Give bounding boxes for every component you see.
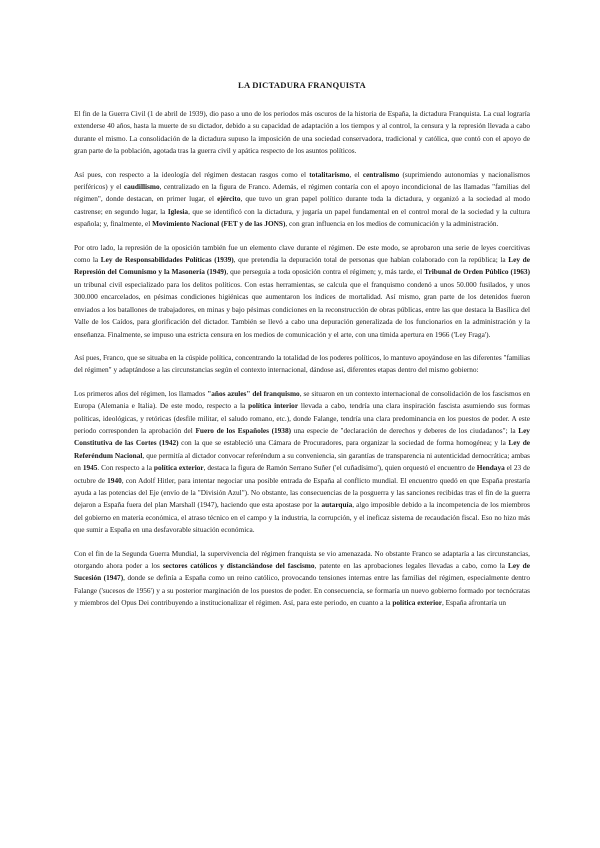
text-run: Con el fin de la Segunda Guerra Mundial, la supervivencia del régimen franquista se vio amenazada. No obstante Franco se adaptaría a las circunstancias, otorgando ahora poder a los [74,548,530,570]
bold-term: política exterior [392,598,442,608]
bold-term: 1945 [82,463,98,473]
bold-term: autarquía [321,500,353,510]
text-run: una especie de "declaración de derechos y deberes de los ciudadanos"; la [291,425,519,435]
paragraph [74,388,530,537]
text-run: , con Adolf Hitler, para intentar negociar una posible entrada de España al conflicto mundial. El encuentro quedó en que España prestaría ayuda a las potencias del Eje (envío de la "División Azul"). No obstante, las consecuencias de la posguerra y las sanciones recibidas tras el fin de la guerra dejaron a España fuera del plan Marshall (1947), haciendo que esta apostase por la [74,475,530,510]
bold-term: 1940 [107,475,122,485]
text-run: , algo imposible debido a la incompetencia de los miembros del gobierno en materia económica, el atraso técnico en el campo y la industria, la corrupción, y el ineficaz sistema de recaudación fiscal. Eso no hizo más que sumir a España en una desfavorable situación económica. [74,500,530,535]
text-run: , que permitía al dictador convocar referéndum a su conveniencia, sin garantías de transparencia ni autenticidad democrática; ambas en [74,450,530,473]
text-run: , centralizado en la figura de Franco. Además, el régimen contaría con el apoyo incondicional de las llamadas "familias del régimen", donde destacan, en primer lugar, el [74,182,530,204]
bold-term: Hendaya [476,463,505,473]
bold-term: Tribunal de Orden Público (1963) [424,267,530,277]
text-run: , que se identificó con la dictadura, y jugaría un papel fundamental en el control moral de la sociedad y la cultura española; y, finalmente, el [74,206,531,229]
document-title: LA DICTADURA FRANQUISTA [238,80,366,90]
text-run: , el [349,169,363,179]
bold-term: Fuero de los Españoles (1938) [195,425,292,435]
text-run: , que tuvo un gran papel político durante toda la dictadura, y organizó a la sociedad al modo castrense; en segundo lugar, la [74,194,530,216]
bold-term: Ley de Referéndum Nacional [74,438,530,460]
text-run: , con gran influencia en los medios de comunicación y la administración. [285,219,499,229]
text-run: Los primeros años del régimen, los llamados [74,388,208,398]
bold-term: caudillismo [123,182,160,192]
text-run: , que perseguía a toda oposición contra el régimen; y, más tarde, el [226,267,425,277]
paragraph [74,548,530,610]
text-run: . Con respecto a la [97,463,154,473]
text-run: , patente en las aprobaciones legales llevadas a cabo, como la [314,561,508,570]
text-run: , donde se definía a España como un reino católico, provocando tensiones internas entre las familias del régimen, especialmente dentro Falange ('sucesos de 1956') y a su posterior marginación de los puestos de poder. En consecuencia, se formaría un nuevo gobierno formado por tecnócratas y miembros del Opus Dei contribuyendo a institucionalizar el régimen. Así, para este periodo, en cuanto a la [74,573,530,608]
bold-term: política interior [248,401,299,411]
document-body [74,108,530,610]
paragraph [74,242,530,341]
paragraph [74,108,530,158]
text-run: Así pues, con respecto a la ideología del régimen destacan rasgos como el [74,169,310,179]
paragraph [74,169,530,231]
bold-term: centralismo [362,169,400,179]
text-run: Por otro lado, la represión de la oposición también fue un elemento clave durante el régimen. De este modo, se aprobaron una serie de leyes coercitivas como la [74,242,530,265]
bold-term: Ley de Sucesión (1947) [74,561,530,583]
text-run: el 23 de octubre de [74,463,530,485]
text-run: , que pretendía la depuración total de personas que habían colaborado con la república; la [233,255,509,265]
text-run: , se situaron en un contexto internacional de consolidación de los fascismos en Europa (Alemania e Italia). De este modo, respecto a la [74,388,530,411]
bold-term: política exterior [153,463,204,473]
text-run: Así pues, Franco, que se situaba en la cúspide política, concentrando la totalidad de los poderes políticos, lo mantuvo apoyándose en las diferentes "familias del régimen" y adaptándose a las circunstancias según el contexto internacional, dándose así, diferentes etapas dentro del mismo gobierno: [74,352,530,375]
text-run: , España afrontaría un [441,598,507,608]
text-run: (suprimiendo autonomías y nacionalismos periféricos) y el [74,169,530,192]
paragraph [74,352,530,377]
bold-term: Ley Constitutiva de las Cortes (1942) [74,425,530,448]
bold-term: "años azules" del franquismo [207,388,300,398]
bold-term: Iglesia [167,206,189,216]
bold-term: Movimiento Nacional (FET y de las JONS) [152,219,286,229]
text-run: un tribunal civil especializado para los delitos políticos. Con estas herramientas, se calcula que el franquismo condenó a unos 50.000 fusilados, y unos 300.000 encarcelados, en pésimas condiciones higiénicas que aumentaron los índices de mortalidad. Así mismo, gran parte de los detenidos fueron enviados a los batallones de trabajadores, en minas y bajo pésimas condiciones en la reconstrucción de obras públicas, entre las que destaca la Basílica del Valle de los Caídos, para glorificación del dictador. También se llevó a cabo una depuración generalizada de los funcionarios en la administración y la enseñanza. Finalmente, se impuso una estricta censura en los medios de comunicación y el arte, con una tímida apertura en 1966 ('Ley Fraga'). [74,279,530,339]
text-run: llevada a cabo, tendría una clara inspiración fascista asumiendo sus formas políticas, ideológicas, y retóricas (desfile militar, el saludo romano, etc.), donde Falange, tendría una clara predominancia en los puestos de poder. A este periodo corresponden la aprobación del [74,401,531,435]
text-run: , destaca la figura de Ramón Serrano Suñer ('el cuñadísimo'), quien orquestó el encuentro de [203,463,477,473]
text-run: con la que se estableció una Cámara de Procuradores, para organizar la sociedad de forma homogénea; y la [178,438,509,448]
bold-term: sectores católicos y distanciándose del fascismo [162,561,315,570]
bold-term: Ley de Represión del Comunismo y la Masonería (1949) [74,255,530,277]
bold-term: Ley de Responsabilidades Políticas (1939) [100,255,234,265]
bold-term: totalitarismo [309,169,350,179]
text-run: El fin de la Guerra Civil (1 de abril de 1939), dio paso a uno de los periodos más oscuros de la historia de España, la dictadura Franquista. La cual lograría extenderse 40 años, hasta la muerte de su dictador, debido a su capacidad de adaptación a los tiempos y al control, la censura y la represión llevada a cabo durante el mismo. La consolidación de la dictadura supuso la imposición de una sociedad conservadora, tradicional y católica, que contó con el apoyo de gran parte de la población, agotada tras la guerra civil y apática respecto de los asuntos políticos. [74,109,530,156]
bold-term: ejército [217,194,241,204]
